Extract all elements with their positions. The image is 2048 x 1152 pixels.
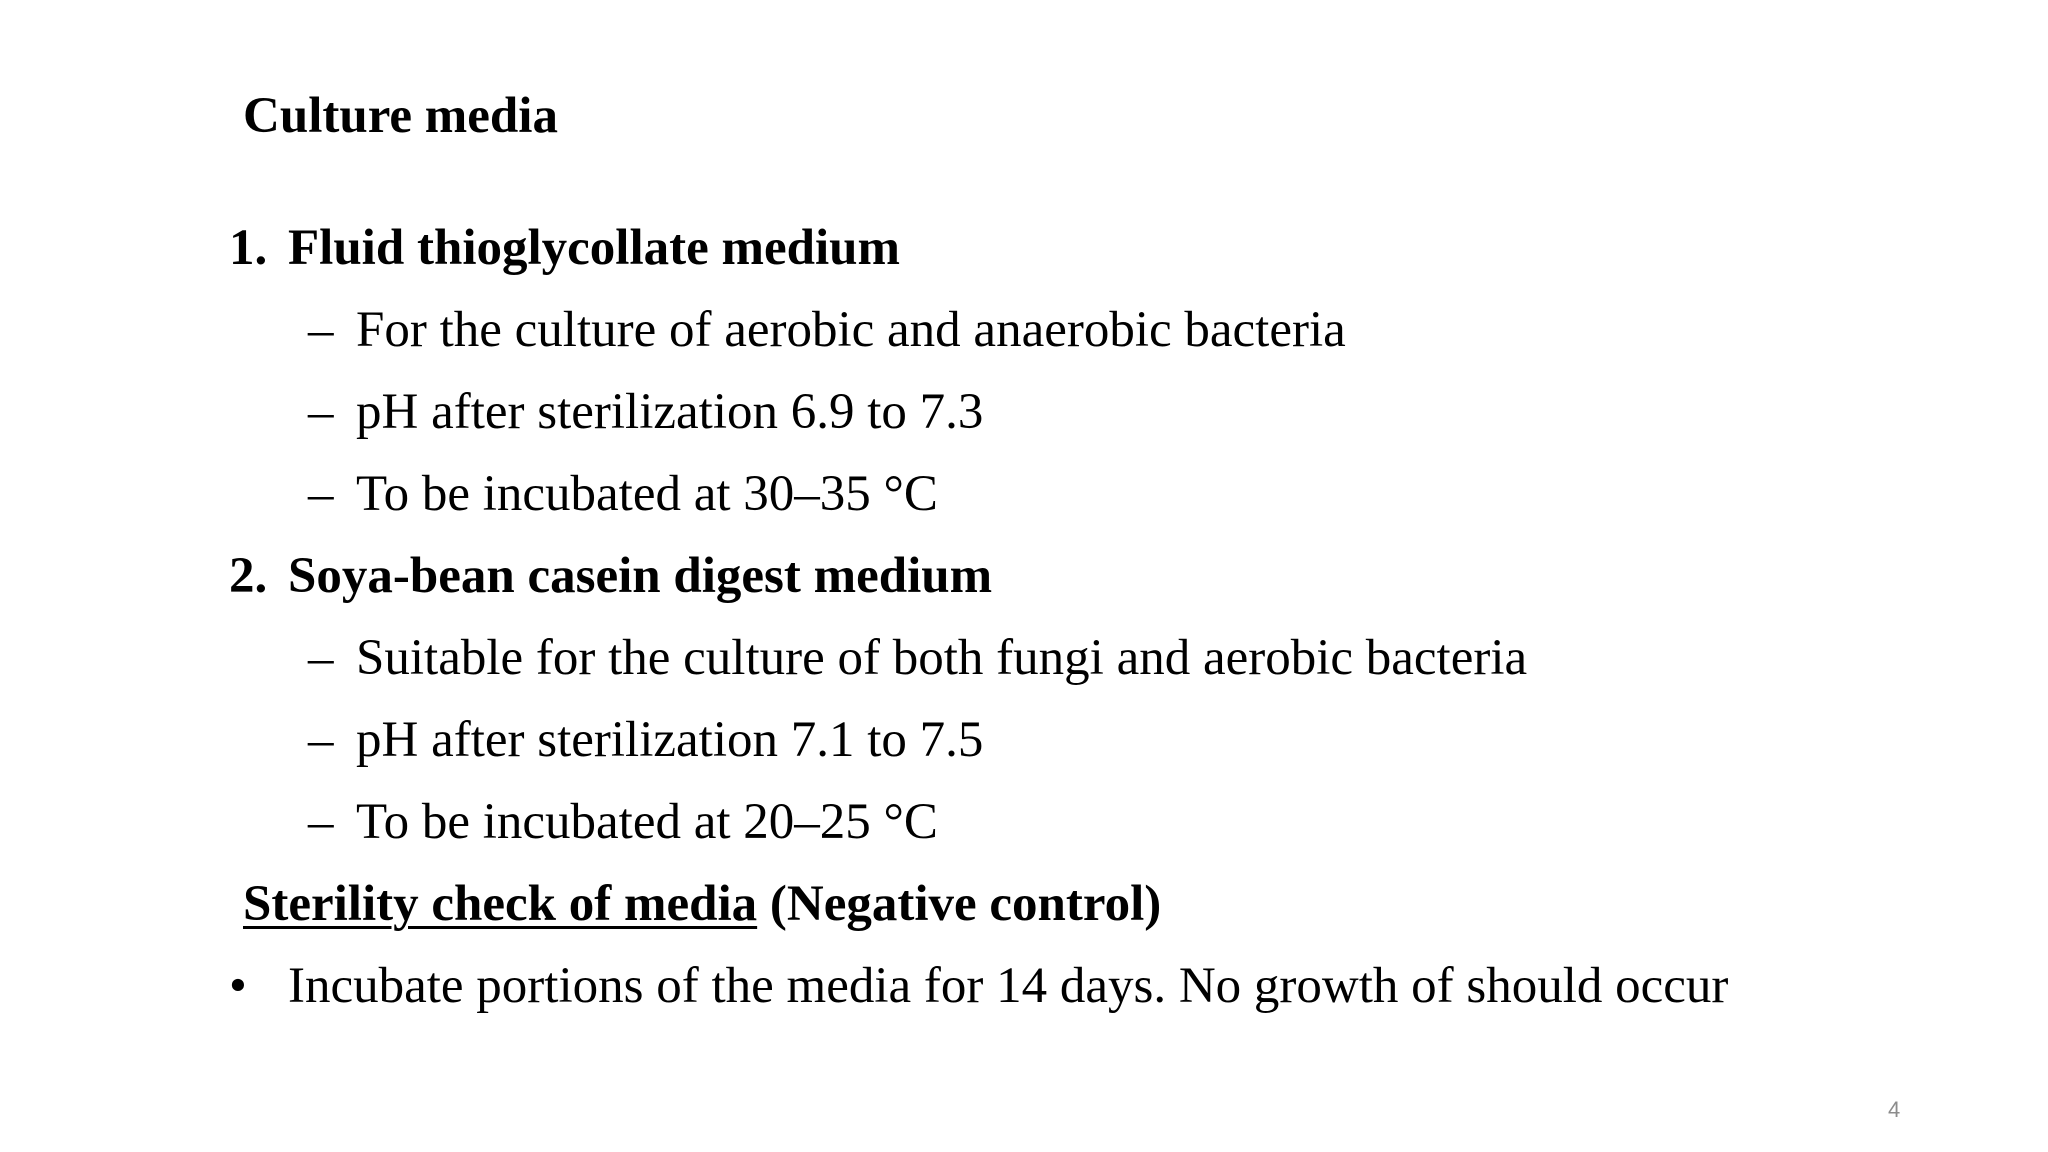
section-1-point-3-text: To be incubated at 30–35 °C — [356, 466, 938, 522]
sterility-underlined: Sterility check of media — [243, 876, 758, 932]
sterility-heading — [243, 874, 1161, 934]
section-1-heading: Fluid thioglycollate medium — [288, 220, 900, 276]
section-2-point-3-text: To be incubated at 20–25 °C — [356, 794, 938, 850]
dash-marker: – — [308, 794, 334, 850]
section-1-point-2-text: pH after sterilization 6.9 to 7.3 — [356, 384, 984, 440]
section-1-point-1-text: For the culture of aerobic and anaerobic bacteria — [356, 302, 1346, 358]
dash-marker: – — [308, 630, 334, 686]
section-2-point-1-text: Suitable for the culture of both fungi and aerobic bacteria — [356, 630, 1528, 686]
section-1-number: 1. — [229, 220, 268, 276]
slide-title: Culture media — [243, 88, 558, 144]
dash-marker: – — [308, 466, 334, 522]
bullet-text: Incubate portions of the media for 14 days. No growth of should occur — [288, 958, 1729, 1014]
bullet-marker: • — [229, 958, 247, 1014]
section-2-heading: Soya-bean casein digest medium — [288, 548, 993, 604]
section-2-point-2-text: pH after sterilization 7.1 to 7.5 — [356, 712, 984, 768]
dash-marker: – — [308, 302, 334, 358]
dash-marker: – — [308, 712, 334, 768]
page-number: 4 — [1888, 1097, 1901, 1122]
section-2-number: 2. — [229, 548, 268, 604]
dash-marker: – — [308, 384, 334, 440]
sterility-rest: (Negative control) — [769, 876, 1162, 932]
